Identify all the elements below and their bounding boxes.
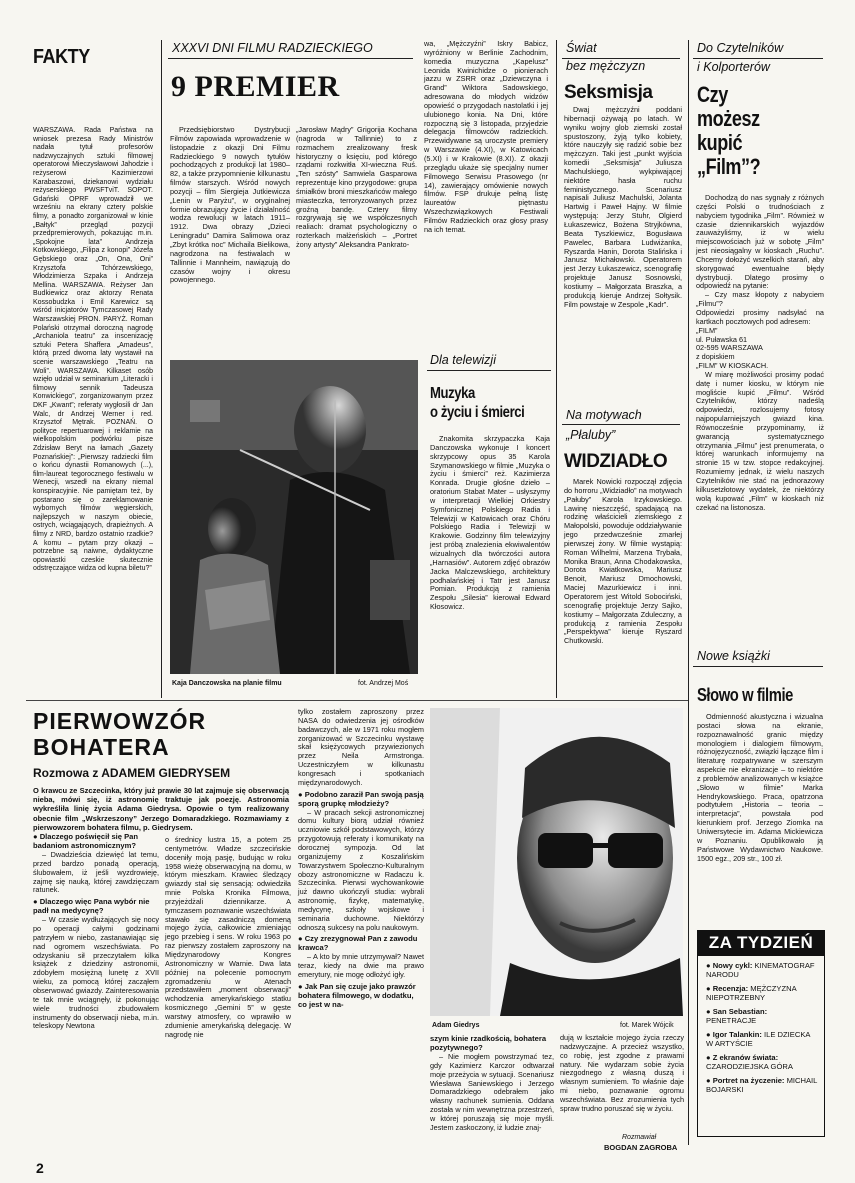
answer: – Dwadzieścia dziewięć lat temu, przed bardzo ponadą operacją, ślubowałem, iż jeśli wyzdrowieję, zajmę się nauką, której zawdzięczam ratunek. xyxy=(33,850,159,895)
next-week-title: ZA TYDZIEŃ xyxy=(698,931,824,956)
next-week-item: ● Portret na życzenie: MICHAIL BOJARSKI xyxy=(706,1076,818,1094)
next-week-item: ● Z ekranów świata: CZARODZIEJSKA GÓRA xyxy=(706,1053,793,1071)
interviewer-name: BOGDAN ZAGROBA xyxy=(604,1143,678,1152)
czytelnicy-question: – Czy masz kłopoty z nabyciem „Filmu”? xyxy=(696,290,824,309)
widziadlo-title: WIDZIADŁO xyxy=(564,451,668,472)
czytelnicy-addr5: „FILM” W KIOSKACH. xyxy=(696,361,769,371)
czytelnicy-addr4: z dopiskiem xyxy=(696,352,735,362)
czytelnicy-title-l2: możesz xyxy=(697,106,760,131)
question: ● Czy zrezygnował Pan z zawodu krawca? xyxy=(298,934,418,953)
photo1-caption: Kaja Danczowska na planie filmu xyxy=(172,680,282,687)
czytelnicy-body3: W miarę możliwości prosimy podać datę i numer kiosku, w którym nie mogliście kupić „Filmu”. Wśród Czytelników, którzy nadeślą odpowiedzi, rozlosujemy fotosy najpopularniejszych gwiazd kina. Równocześnie przypominamy, iż gwarancją systematycznego otrzymania „Filmu” jest prenumerata, o której warunkach informujemy na stronie 15 w tzw. stopce redakcyjnej. Rozumiemy jednak, iż wielu naszych Czytelników nie stać na jednorazowy kilkusetzłotowy wydatek, że niektórzy wolą kupować „Film” w kioskach niż czekać na listonosza. xyxy=(696,369,824,512)
fakty-body: WARSZAWA. Rada Państwa na wniosek prezesa Rady Ministrów nadała tytuł profesorów nadzwyczajnych sztuki filmowej operatorowi Mieczysławowi Jahodzie i reżyserowi Kazimierzowi Karabaszowi, dziekanowi wydziału reżyserskiego PWSFTviT. SOPOT. Gdański OPRF wprowadził we wrześniu na ekrany cztery polskie filmy, a ponadto zorganizował w kinie „Bałtyk” przegląd pozycji przedpremierowych, pokazując m.in. „Spokojne lata” Andrzeja Kotkowskiego, „Filipa z konopi” Józefa Gębskiego oraz „On, Ona, Oni” Krzysztofa Tchórzewskiego, Włodzimierza Szpaka i Andrzeja Mellina. WARSZAWA. Reżyser Jan Budkiewicz oraz aktorzy Renata Kossobudzka i Emil Karewicz są wśród inicjatorów Tymczasowej Rady Warszawskiej PRON. PARYŻ. Roman Polański otrzymał doroczną nagrodę „Archaniola teatru” za inscenizację sztuki Petera Shaffera „Amadeus”, którą przed dwoma laty wystawił na scenie warszawskiego „Teatru na Woli”. WARSZAWA. Kilkaset osób wzięło udział w seminarium „Literacki i filmowy sennik Tadeusza Konwickiego”, zorganizowanym przez DKF „Kwant”; referaty wygłosili dr Jan Walc, dr Andrzej Werner i red. Krzysztof Mętrak. POZNAŃ. O polityce repertuarowej i reklamie na wielkopolskim podwórku pisze Zdzisław Beryt na łamach „Gazety Poznańskiej”: „Pierwszy radziecki film o końcu dynastii Romanowych (...), film-laureat tegorocznego festiwalu w Wenecji, wszedł na ekrany niemal konspiracyjnie. Nie pamiętam też, by postarano się o zareklamowanie wybornych filmów węgierskich, najlepszych w naszym obiecie, ostrych, wciągających, drapieżnych. A filmy z NRD, bardzo ostatnio rzadkie? A komu – pytam przy okazji – potrzebne są naiwne, dydaktyczne opowiastki czeskie skutecznie odstręczające widza od kupna biletu?” xyxy=(33,127,153,573)
interview-col3 xyxy=(298,708,424,1010)
interview-col5: dują w kształcie mojego życia rzeczy nadzwyczajne. A przecież wszystko, co robię, jest zgodne z prawami natury. Nie wydarzam sobie życia niezgodnego z własną duszą i własnym sumieniem. To właśnie daje mi niebo, poznawanie ogromu wszechświata. Bez zrozumienia tych spraw trudno poruszać się w życiu. xyxy=(560,1033,684,1113)
next-week-box xyxy=(697,930,825,1137)
question: ● Dlaczego poświęcił się Pan badaniom astronomicznym? xyxy=(33,832,139,850)
czytelnicy-kicker1: Do Czytelników xyxy=(697,41,784,55)
czytelnicy-addr2: ul. Puławska 61 xyxy=(696,334,748,344)
fakty-title: FAKTY xyxy=(33,46,90,68)
interviewer-label: Rozmawiał xyxy=(622,1134,657,1141)
seksmisja-kicker2: bez mężczyzn xyxy=(566,59,646,73)
nowe-kicker: Nowe książki xyxy=(697,649,770,663)
festival-kicker: XXXVI DNI FILMU RADZIECKIEGO xyxy=(172,41,373,55)
tv-title-l2: o życiu i śmierci xyxy=(430,404,525,421)
czytelnicy-title-l4: „Film”? xyxy=(697,154,761,179)
festival-col2: „Jarosław Mądry” Grigorija Kochana (nagroda w Tallinnie) to z rozmachem zrealizowany fresk historyczny o księciu, pod którego rządami rozkwitła XI-wieczna Ruś. „Ten szósty” Samwiela Gasparowa reprezentuje kino przygodowe: grupa śmiałków broni mieszkańców małego miasteczka, terroryzowanych przez groźną bandę. Cztery filmy rozgrywają się we współczesnych realiach: dramat psychologiczny o rozterkach małżeńskich – „Portret żony artysty” Aleksandra Pankrato- xyxy=(296,125,417,249)
interview-col2: o średnicy lustra 15, a potem 25 centymetrów. Władze szczecińskie doceniły moją pasję, budując w roku 1958 wieżę obserwacyjną na domu, w którym mieszkam. Krawiec śledzący gwiazdy stał się sensacją: odwiedziła mnie Polska Kronika Filmowa, przyjeżdżali dziennikarze. A tymczasem poznawanie wszechświata stawało się zasadniczą domeną mojego życia, całkowicie zmieniając jego przebieg i sens. W roku 1963 po raz pierwszy zostałem zaproszony na Międzynarodowy Kongres Astronomiczny w Warnie. Dwa lata później na polecenie pomocnym zgromadzeniu w Atenach przedstawiłem „moment obserwacji” wchodzenia amerykańskiego statku kosmicznego „Gemini 5” w gęste warstwy atmosfery, co wprawiło w zdumienie amerykańską delegację. W nagrodę nie xyxy=(165,835,291,1039)
czytelnicy-addr1: „FILM” xyxy=(696,325,718,335)
interview-title-l2: BOHATERA xyxy=(33,734,170,760)
czytelnicy-kicker2: i Kolporterów xyxy=(697,60,770,74)
czytelnicy-title-l3: kupić xyxy=(697,130,743,155)
festival-col1: Przedsiębiorstwo Dystrybucji Filmów zapowiada wprowadzenie w listopadzie z okazji Dni Filmu Radzieckiego 9 nowych tytułów pochodzących z produkcji lat 1980–82, a także przypomnienie kilkunastu filmów starszych. Wśród nowych pozycji – film Siergieja Jutkiewicza „Lenin w Paryżu”, w oryginalnej formie obrazujący życie i działalność wodza rewolucji w latach 1911–1912. Dwa obrazy „Dzieci Leningradu” Damira Salimowa oraz „Zbyt krótka noc” Michaila Bielikowa, nagrodzona na festiwalach w Tallinnie i Mannheim, nawiązują do czasów wojny i okresu powojennego. xyxy=(170,125,290,285)
czytelnicy-addr3: 02-595 WARSZAWA xyxy=(696,343,763,353)
next-week-item: ● San Sebastian: PENETRACJE xyxy=(706,1007,768,1025)
question: ● Podobno zaraził Pan swoją pasją sporą grupkę młodzieży? xyxy=(298,789,424,808)
photo2-credit: fot. Marek Wójcik xyxy=(620,1022,674,1029)
photo1-credit: fot. Andrzej Moś xyxy=(358,680,409,687)
interview-col4 xyxy=(430,1034,554,1133)
festival-col3: wa, „Mężczyźni” Iskry Babicz, wyróżniony w Berlinie Zachodnim, komedia muzyczna „Kapelusz” Leonida Kwinichidze o pionierach jazzu w ZSRR oraz „Dziewczyna i Grand” Wiktora Sadowskiego, adresowana do młodych widzów opowieść o przygodach nastolatki i jej ulubionego konia. Na Dni, które rozpoczną się 3 listopada, przyjedzie delegacja filmowców radzieckich. Przewidywane są uroczyste premiery w Warszawie (4.XI), w Katowicach (5.XI) i w Krakowie (8.XI). Z okazji przeglądu ukaże się specjalny numer Filmowego Serwisu Prasowego (nr 14), zawierający omówienie nowych filmów. FSP drukuje pełną listę laureatów piętnastu Wszechzwiązkowych Festiwali Filmów Radzieckich oraz głosy prasy na ich temat. xyxy=(424,39,548,234)
nowe-body: Odmienność akustyczna i wizualna postaci słowa na ekranie, rozpoznawalność granic między monologiem i dialogiem filmowym, różnojęzyczność, związki łączące film i literaturę rozpatrywane w szerszym aspekcie nie ekranizacje – to niektóre z problemów analizowanych w książce „Słowo w filmie” Marka Hendrykowskiego. Praca, opatrzona podtytułem „Historia – teoria – interpretacja”, powstała pod kierunkiem prof. Jerzego Ziomka na Uniwersytecie im. Adama Mickiewicza w Poznaniu. Opublikowało ją Państwowe Wydawnictwo Naukowe. 1500 egz., 209 str., 100 zł. xyxy=(697,712,823,863)
tv-title-l1: Muzyka xyxy=(430,385,475,402)
czytelnicy-body2: Odpowiedzi prosimy nadsyłać na kartkach pocztowych pod adresem: xyxy=(696,307,824,326)
widziadlo-kicker1: Na motywach xyxy=(566,408,642,422)
tv-body: Znakomita skrzypaczka Kaja Danczowska wykonuje I koncert skrzypcowy opus 35 Karola Szymanowskiego w filmie „Muzyka o życiu i śmierci” reż. Kazimierza Konrada. Drugie głośne dzieło – oratorium Stabat Mater – usłyszymy w interpretacji Wielkiej Orkiestry Symfonicznej Polskiego Radia i Telewizji w Katowicach oraz Chóru Polskiego Radia i Telewizji w Krakowie. Godzinny film telewizyjny jest próbą znalezienia ekwiwalentów wizualnych dla twórczości autora „Harnasiów”. Autorem zdjęć obrazów Jacka Malczewskiego, architektury podhalańskiej i Tatr jest Janusz Pomian. Produkcją z ramienia Zespołu „Silesia” kierował Edward Kłosowicz. xyxy=(430,434,550,612)
answer: – Nie mogłem powstrzymać tez, gdy Kazimierz Karczor odtwarzał moje przeżycia w sytuacji. Scenariusz Wiesława Saniewskiego i Jerzego Domaradzkiego odebrałem jako własny rachunek sumienia. Oddana została w nim wewnętrzna przestrzeń, w której poruszają się moje myśli. Jestem zaskoczony, iż ludzie znaj- xyxy=(430,1052,554,1132)
question: ● Jak Pan się czuje jako prawzór bohatera filmowego, w dodatku, co jest w na- xyxy=(298,981,416,1009)
czytelnicy-title-l1: Czy xyxy=(697,82,728,107)
next-week-item: ● Nowy cykl: KINEMATOGRAF NARODU xyxy=(706,961,815,979)
answer: – A kto by mnie utrzymywał? Nawet teraz, kiedy na dwie ma prawo emerytury, nie mogę odłożyć igły. xyxy=(298,952,424,980)
tv-kicker: Dla telewizji xyxy=(430,353,496,367)
seksmisja-title: Seksmisja xyxy=(564,82,653,103)
nowe-title: Słowo w filmie xyxy=(697,685,793,705)
seksmisja-kicker1: Świat xyxy=(566,41,597,55)
interview-col1 xyxy=(33,830,159,1031)
next-week-item: ● Igor Talankin: ILE DZIECKA W ARTYŚCIE xyxy=(706,1030,811,1048)
giedrys-photo xyxy=(430,708,683,1016)
next-week-item: ● Recenzja: MĘŻCZYZNA NIEPOTRZEBNY xyxy=(706,984,797,1002)
interview-lead: O krawcu ze Szczecinka, który już prawie 30 lat zajmuje się obserwacją nieba, mówi się, iż astronomię traktuje jak poezję. Astronomia wykreśliła linię życia Adama Giedrysa. Opowie o tym realizowany obecnie film „Wskrzeszony” Jerzego Domaradzkiego. Rozmawiamy z pierwowzorem bohatera filmu, p. Giedrysem. xyxy=(33,786,289,832)
czytelnicy-body: Dochodzą do nas sygnały z różnych części Polski o trudnościach z nabyciem tygodnika „Film”. Również w czasie dziennikarskich wyjazdów zauważyliśmy, iż w wielu miejscowościach już w sobotę „Film” jest nieosiągalny w kioskach „Ruchu”. Chcemy dołożyć wszelkich starań, aby skorygować ewentualne błędy dystrybucji. Dlatego prosimy o odpowiedź na pytanie: xyxy=(696,193,824,291)
question: szym kinie rzadkością, bohatera pozytywnego? xyxy=(430,1034,547,1052)
page-number: 2 xyxy=(36,1160,44,1176)
czytelnicy-body-block xyxy=(696,194,824,512)
widziadlo-kicker2: „Płaluby” xyxy=(566,428,616,442)
question: ● Dlaczego więc Pana wybór nie padł na medycynę? xyxy=(33,897,150,916)
answer: – W czasie wydłużających się nocy po operacji całymi godzinami patrzyłem w niebo, zastanawiając się nad ogromem wszechświata. Po odzyskaniu sił przeczytałem kilka książek z dziedziny astronomii, zdobyłem mosiężną lunetę z XVII wieku, za pomocą której zacząłem obserwować gwiazdy. Zainteresowania te tak mnie wciągnęły, iż pokonując wiele trudności zbudowałem instrumenty do obserwacji nieba, m.in. teleskopy Newtona xyxy=(33,915,159,1031)
widziadlo-body: Marek Nowicki rozpoczął zdjęcia do horroru „Widziadło” na motywach „Pałuby” Karola Irzykowskiego. Lawinę nieszczęść, spadającą na rodzinę właścicieli ziemskiego z Małopolski, powoduje oddziaływanie jego przedwcześnie zmarłej pierwszej żony. W filmie wystąpią: Roman Wilhelmi, Marzena Trybała, Monika Braun, Anna Chodakowska, Dorota Kwiatkowska, Mariusz Benoit, Mariusz Dmochowski, Maciej Mazurkiewicz i inni. Operatorem jest Witold Sobociński, scenografię projektuje Jerzy Sajko, kostiumy – Małgorzata Zduleczny, a produkcją z ramienia Zespołu „Perspektywa” kieruje Ryszard Chutkowski. xyxy=(564,477,682,646)
festival-title: 9 PREMIER xyxy=(171,70,340,103)
violinist-photo xyxy=(170,360,418,674)
answer: tylko zostałem zaproszony przez NASA do odwiedzenia jej ośrodków badawczych, ale w 1971 roku mogłem zorganizować w Szczecinku wystawę skał księżycowych przywiezionych przez Neila Armstronga. Uczestniczyłem w kilkunastu kongresach i spotkaniach międzynarodowych. xyxy=(298,707,424,787)
photo2-caption: Adam Giedrys xyxy=(432,1022,480,1029)
interview-subtitle: Rozmowa z ADAMEM GIEDRYSEM xyxy=(33,766,231,780)
seksmisja-body: Dwaj mężczyźni poddani hibernacji ożywają po latach. W wyniku wojny glob ziemski został spustoszony, żyją tylko kobiety, które nauczyły się radzić sobie bez mężczyzn. Taki jest „punkt wyjścia komedii „Seksmisja” Juliusza Machulskiego, wykpiwającej niektóre hasła ruchu feministycznego. Scenariusz napisali Juliusz Machulski, Jolanta Hartwig i Paweł Hajny. W filmie występują: Jerzy Stuhr, Olgierd Łukaszewicz, Bożena Stryjkówna, Beata Tyszkiewicz, Bogusława Pawelec, Barbara Ludwiżanka, Ryszarda Hanin, Dorota Stalińska i Janusz Michałowski. Operatorem jest Jerzy Łukaszewicz, scenografię projektuje Janusz Sosnowski, kostiumy – Małgorzata Braszka, a produkcją kieruje Andrzej Sołtysik. Film powstaje w Zespole „Kadr”. xyxy=(564,105,682,309)
interview-title-l1: PIERWOWZÓR xyxy=(33,708,207,734)
answer: – W pracach sekcji astronomicznej domu kultury biorą udział również uczniowie szkół podstawowych, którzy przygotowują referaty i komunikaty na dorocznej sympozja. Od lat organizujemy z Koszalińskim Towarzystwem Społeczno-Kulturalnym obozy astronomiczne w Radaczu k. Szczecinka. Pierwsi wychowankowie już dawno ukończyli studia: wybrali astronomię, fizykę, matematykę, medycynę, szkoły wojskowe i seminaria duchowne. Niektórzy odnoszą sukcesy na polu naukowym. xyxy=(298,807,424,932)
